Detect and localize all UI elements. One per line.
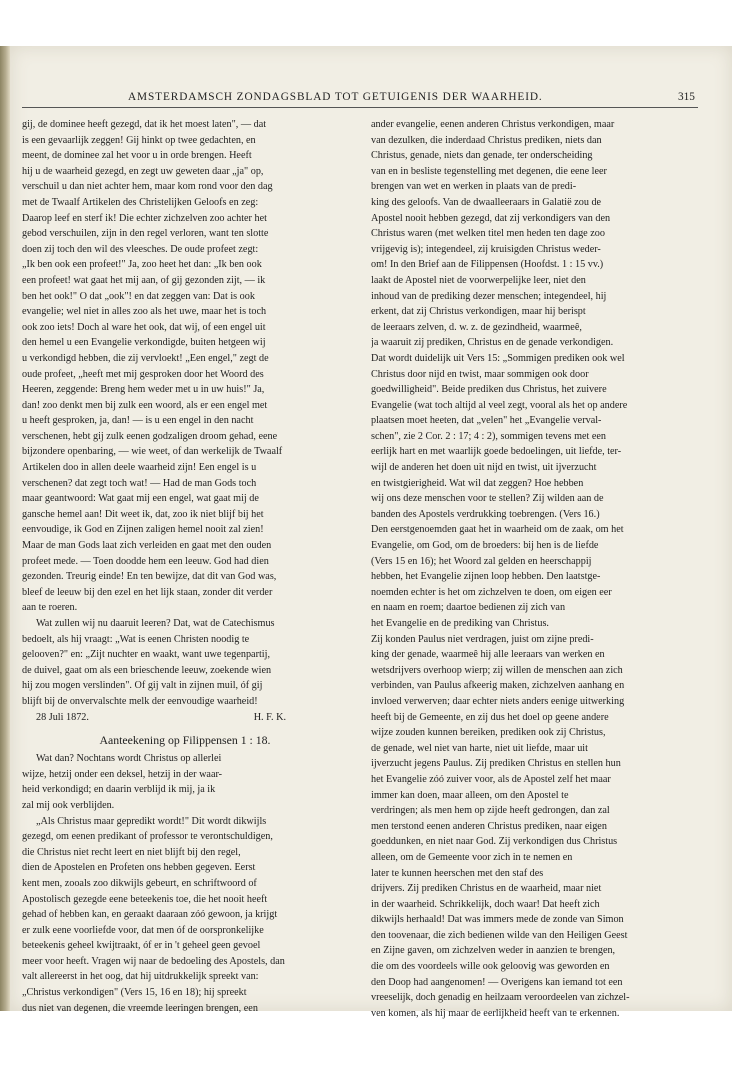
- text-line: van dezulken, die inderdaad Christus prediken, niets dan: [371, 134, 602, 146]
- text-line: met de Twaalf Artikelen des Christelijken Geloofs en zeg:: [22, 196, 259, 208]
- text-line: ven komen, als hij maar de eerlijkheid heeft van te erkennen.: [371, 1007, 620, 1019]
- left-column: [22, 117, 348, 1016]
- text-line: gij, de dominee heeft gezegd, dat ik het moest laten", — dat: [22, 119, 267, 130]
- text-line: Evangelie (wat toch altijd al veel zegt, vooral als het op andere: [371, 399, 628, 411]
- text-line: een profeet! wat gaat het mij aan, of gij gezonden zijt, — ik: [22, 274, 266, 286]
- text-line: Artikelen doo in allen deele waarheid zijn! Een engel is u: [22, 462, 257, 474]
- text-line: Wat dan? Nochtans wordt Christus op allerlei: [36, 753, 222, 765]
- text-line: noemden echter is het om zichzelven te doen, om eigen eer: [371, 586, 612, 598]
- text-line: meent, de dominee zal het voor u in orde brengen. Heeft: [22, 150, 252, 162]
- text-line: „Christus verkondigen" (Vers 15, 16 en 18); hij spreekt: [22, 987, 247, 999]
- text-line: verschenen, hebt gij zulk eenen godzaligen droom gehad, eene: [22, 430, 278, 442]
- text-line: banden des Apostels verdrukking toebrengen. (Vers 16.): [371, 508, 600, 520]
- text-line: en Zijne gaven, om zichzelven weder in aanzien te brengen,: [371, 945, 616, 957]
- text-line: verbinden, van Paulus afkeerig maken, zichzelven aanhang en: [371, 680, 625, 692]
- text-line: Daarop leef en sterf ik! Die echter zichzelven zoo achter het: [22, 212, 267, 224]
- text-line: „Ik ben ook een profeet!" Ja, zoo heet het dan: „Ik ben ook: [22, 259, 262, 271]
- page-number: 315: [678, 91, 695, 103]
- text-line: wijl de anderen het doen uit nijd en twist, uit ijverzucht: [371, 462, 597, 474]
- text-line: Evangelie, om God, om de broeders: bij hen is de liefde: [371, 540, 599, 552]
- text-line: de duivel, gaat om als een brieschende leeuw, zoekende wien: [22, 664, 272, 676]
- text-line: Apostel nooit hebben gezegd, dat zij verkondigers van den: [371, 212, 611, 224]
- text-line: en naam en roem; daartoe bedienen zij zich van: [371, 602, 566, 614]
- text-line: hij zou mogen verslinden". Of gij valt in zijnen muil, óf gij: [22, 680, 263, 692]
- text-line: drijvers. Zij prediken Christus en de waarheid, maar niet: [371, 883, 602, 895]
- text-line: kent men, zooals zoo dikwijls gebeurt, en schriftwoord of: [22, 877, 257, 889]
- text-line: verschenen? dat zegt toch wat! — Had de man Gods toch: [22, 477, 257, 489]
- text-line: Wat zullen wij nu daaruit leeren? Dat, wat de Catechismus: [36, 618, 275, 629]
- text-line: „Als Christus maar gepredikt wordt!" Dit wordt dikwijls: [36, 815, 267, 827]
- text-line: wijze, hetzij onder een deksel, hetzij in der waar-: [22, 768, 223, 780]
- text-line: laakt de Apostel niet de voorwerpelijke leer, niet den: [371, 274, 586, 286]
- text-line: doen zij toch den wil des vleesches. De oude profeet zegt:: [22, 243, 259, 255]
- text-line: Christus, genade, niets dan genade, ter onderscheiding: [371, 150, 593, 162]
- text-line: inhoud van de prediking dezer menschen; integendeel, hij: [371, 290, 607, 302]
- date: 28 Juli 1872.: [36, 711, 89, 723]
- running-title: AMSTERDAMSCH ZONDAGSBLAD TOT GETUIGENIS DER WAARHEID.: [128, 91, 543, 103]
- text-line: hij u de waarheid gezegd, en zegt uw geweten daar „ja" op,: [22, 165, 264, 177]
- text-line: gehad of hebben kan, en geraakt daaraan zóó gewoon, ja krijgt: [22, 909, 278, 921]
- text-line: de leeraars zelven, d. w. z. de gezindheid, waarmeê,: [371, 321, 582, 333]
- text-line: ja waaruit zij prediken, Christus en de genade verkondigen.: [371, 337, 614, 349]
- text-line: gezonden. Treurig einde! En ten bewijze, dat dit van God was,: [22, 571, 277, 583]
- text-line: king der genade, waarmeê hij alle leeraars van werken en: [371, 649, 605, 661]
- text-line: immer kan doen, maar alleen, om den Apostel te: [371, 789, 569, 801]
- text-line: eerlijk hart en met waarlijk goede bedoelingen, uit liefde, ter-: [371, 446, 622, 458]
- text-line: ook zoo iets! Doch al ware het ook, dat wij, of een engel uit: [22, 321, 266, 333]
- text-line: ijverzucht jegens Paulus. Zij prediken Christus en stellen hun: [371, 758, 621, 770]
- text-line: dien de Apostelen en Profeten ons hebben gegeven. Eerst: [22, 862, 256, 874]
- text-line: king des geloofs. Van de dwaalleeraars in Galatië zou de: [371, 196, 602, 208]
- text-line: is een gevaarlijk zeggen! Gij hinkt op twee gedachten, en: [22, 134, 256, 146]
- text-line: gezegd, om eenen predikant of professor te verontschuldigen,: [22, 831, 273, 843]
- text-line: (Vers 15 en 16); het Woord zal gelden en heerschappij: [371, 555, 592, 567]
- text-line: u heeft gesproken, ja, dan! — is u een engel in den nacht: [22, 415, 254, 427]
- text-line: vreeselijk, doch genadig en heilzaam veroordeelen van zichzel-: [371, 992, 630, 1004]
- text-line: vrijgevig is); integendeel, zij kruisigden Christus weder-: [371, 243, 601, 255]
- text-line: Dat wordt duidelijk uit Vers 15: „Sommigen prediken ook wel: [371, 352, 625, 364]
- text-line: er zulk eene voorliefde voor, dat men óf de oorspronkelijke: [22, 924, 264, 936]
- text-line: heid verkondigd; en daarin verblijd ik mij, ja ik: [22, 784, 216, 796]
- text-line: Christus door nijd en twist, maar sommigen ook door: [371, 368, 589, 380]
- text-line: die Christus niet recht leert en niet blijft bij den regel,: [22, 846, 241, 858]
- text-line: verdringen; als men hem op zijde heeft gedrongen, dan zal: [371, 805, 610, 817]
- text-line: van en in besliste tegenstelling met degenen, die eene leer: [371, 165, 607, 177]
- text-line: Zij konden Paulus niet verdragen, juist om zijne predi-: [371, 633, 594, 645]
- text-line: dan! zoo denkt men bij zulk een woord, als er een engel met: [22, 399, 268, 411]
- text-line: Den eerstgenoemden gaat het in waarheid om de zaak, om het: [371, 524, 624, 536]
- text-line: het Evangelie zóó zuiver voor, als de Apostel zelf het maar: [371, 773, 611, 785]
- text-line: Maar de man Gods laat zich verleiden en gaat met den ouden: [22, 540, 272, 552]
- header-rule: [22, 107, 698, 108]
- text-line: u verkondigd hebben, die zij vervloekt! „Een engel," zegt de: [22, 352, 269, 364]
- text-line: profeet mede. — Toen doodde hem een leeuw. God had dien: [22, 555, 269, 567]
- text-line: Apostolisch gezegde eene beteekenis toe, die het nooit heeft: [22, 893, 268, 905]
- book-spine: [0, 46, 10, 1011]
- text-line: valt allereerst in het oog, dat hij uitdrukkelijk spreekt van:: [22, 971, 259, 983]
- text-line: dikwijls herhaald! Dat was immers mede de zonde van Simon: [371, 914, 624, 926]
- text-line: gansche hemel aan! Dit weet ik, dat, zoo ik niet blijf bij het: [22, 508, 264, 520]
- text-line: wijze zouden kunnen bereiken, prediken ook zij Christus,: [371, 727, 606, 739]
- text-line: eenvoudige, ik God en Zijnen zaligen hemel nooit zal zien!: [22, 524, 264, 536]
- signature: H. F. K.: [253, 711, 286, 723]
- text-line: zal mij ook verblijden.: [22, 799, 115, 811]
- text-line: in der waarheid. Schrikkelijk, doch waar! Dat heeft zich: [371, 898, 600, 910]
- text-line: brengen van wet en werken in plaats van de predi-: [371, 181, 577, 193]
- text-line: erkent, dat zij Christus verkondigen, maar hij berispt: [371, 306, 586, 318]
- text-line: bijzondere openbaring, — wie weet, of dan werkelijk de Twaalf: [22, 446, 283, 458]
- text-line: invloed verwerven; daar echter niets anders eenige uitwerking: [371, 695, 625, 707]
- text-line: heeft bij de Gemeente, en zij dus het doel op geene andere: [371, 711, 609, 723]
- text-line: meer voor heeft. Vragen wij naar de bedoeling des Apostels, dan: [22, 955, 285, 967]
- text-line: goeddunken, en niet naar God. Zij verkondigen dus Christus: [371, 836, 618, 848]
- text-line: later te kunnen heerschen met den staf des: [371, 867, 544, 879]
- text-line: den hemel u een Evangelie verkondigde, buiten hetgeen wij: [22, 337, 266, 349]
- text-line: gebod verschuilen, zijn in den regel verloren, want ten slotte: [22, 228, 269, 240]
- text-line: hebben, het Evangelie zijnen loop hebben. Den laatstge-: [371, 571, 601, 583]
- text-line: oude profeet, „heeft met mij gesproken door het Woord des: [22, 368, 264, 380]
- text-line: dus niet van degenen, die vreemde leeringen brengen, een: [22, 1002, 258, 1014]
- text-line: bedoelt, als hij vraagt: „Wat is eenen Christen noodig te: [22, 633, 250, 645]
- text-line: beteekenis geheel kwijtraakt, óf er in 't geheel geen gevoel: [22, 940, 261, 952]
- text-line: plaatsen moet heeten, dat „velen" het „Evangelie verval-: [371, 415, 602, 427]
- text-line: verschuil u dan niet achter hem, maar kom rond voor den dag: [22, 181, 273, 193]
- text-line: bleef de leeuw bij den ezel en het lijk staan, zonder dit verder: [22, 586, 273, 598]
- section-title: Aanteekening op Filippensen 1 : 18.: [99, 733, 271, 748]
- text-line: Heeren, zeggende: Breng hem weder met u in uw huis!" Ja,: [22, 384, 265, 396]
- text-line: gelooven?" en: „Zijt nuchter en waakt, want uwe tegenpartij,: [22, 649, 270, 661]
- text-line: de genade, wel niet van harte, niet uit liefde, maar uit: [371, 742, 588, 754]
- text-line: ben het ook!" O dat „ook"! en dat zeggen van: Dat is ook: [22, 290, 255, 302]
- text-line: wetsdrijvers overhoop wierp; zij willen de menschen aan zich: [371, 664, 623, 676]
- text-line: blijft bij de onvervalschte melk der eenvoudige waarheid!: [22, 695, 258, 707]
- text-line: om! In den Brief aan de Filippensen (Hoofdst. 1 : 15 vv.): [371, 259, 604, 271]
- text-line: aan te roeren.: [22, 602, 78, 614]
- text-line: Christus waren (met welken titel men heden ten dage zoo: [371, 228, 605, 240]
- dateline: [22, 710, 348, 726]
- text-line: goedwilligheid". Beide prediken dus Christus, het zuivere: [371, 384, 607, 396]
- text-line: schen", zie 2 Cor. 2 : 17; 4 : 2), sommigen tevens met een: [371, 430, 607, 442]
- text-line: men terstond eenen anderen Christus prediken, naar eigen: [371, 820, 607, 832]
- text-line: evangelie; wel niet in alles zoo als het uwe, maar het is toch: [22, 306, 267, 318]
- text-line: den Doop had aangenomen! — Overigens kan iemand tot een: [371, 976, 623, 988]
- text-line: die om des voordeels wille ook geloovig was geworden en: [371, 961, 610, 973]
- text-line: ander evangelie, eenen anderen Christus verkondigen, maar: [371, 119, 615, 130]
- text-line: wij ons deze menschen voor te stellen? Zij wilden aan de: [371, 493, 604, 505]
- right-column: [371, 117, 697, 1021]
- text-line: en twistgierigheid. Wat wil dat zeggen? Hoe hebben: [371, 477, 584, 489]
- text-line: alleen, om de Gemeente voor zich in te nemen en: [371, 851, 573, 863]
- text-line: het Evangelie en de prediking van Christus.: [371, 618, 549, 629]
- text-line: den toovenaar, die zich bedienen wilde van den Heiligen Geest: [371, 929, 628, 941]
- text-line: maar geantwoord: Wat gaat mij een engel, wat gaat mij de: [22, 493, 259, 505]
